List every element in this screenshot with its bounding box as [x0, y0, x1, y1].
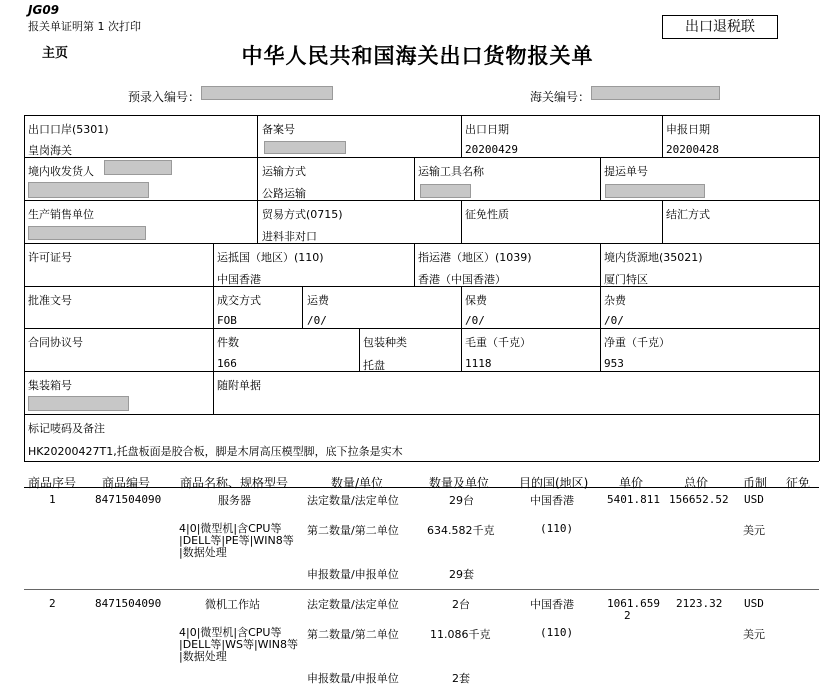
goods-header-seq: 商品序号 [28, 476, 77, 490]
freight-value: /0/ [307, 314, 327, 327]
goods-qty-label: 申报数量/申报单位 [307, 568, 399, 581]
container-redaction [28, 396, 129, 411]
goods-dest-code: (110) [540, 626, 574, 639]
goods-spec-line: |DELL等|PE等|WIN8等 [179, 534, 294, 547]
consignee-redaction-2 [28, 182, 149, 198]
goods-spec-line: 4|0|微型机|含CPU等 [179, 626, 282, 639]
goods-name: 服务器 [218, 494, 251, 507]
goods-total: 156652.52 [669, 493, 729, 506]
goods-seq: 1 [49, 493, 56, 506]
dest-port-value: 香港（中国香港） [418, 273, 506, 286]
origin-place-label: 境内货源地(35021) [604, 251, 703, 264]
declare-date-label: 申报日期 [666, 123, 710, 136]
approval-label: 批准文号 [28, 294, 72, 307]
record-no-label: 备案号 [262, 123, 295, 136]
goods-qty-value: 2套 [452, 672, 470, 685]
goods-dest: 中国香港 [530, 494, 574, 507]
pack-type-label: 包装种类 [363, 336, 407, 349]
origin-place-value: 厦门特区 [604, 273, 648, 286]
goods-qty-value: 2台 [452, 598, 470, 611]
print-note: 报关单证明第 1 次打印 [28, 20, 141, 33]
goods-qty-label: 法定数量/法定单位 [307, 598, 399, 611]
consignee-redaction-1 [104, 160, 172, 175]
dest-port-label: 指运港（地区）(1039) [418, 251, 532, 264]
preentry-redaction [201, 86, 333, 100]
settlement-label: 结汇方式 [666, 208, 710, 221]
export-port-label: 出口口岸(5301) [28, 123, 109, 136]
customs-no-label: 海关编号： [530, 90, 591, 104]
marks-value: HK20200427T1,托盘板面是胶合板，脚是木屑高压模型脚，底下拉条是实木 [28, 445, 403, 458]
bill-no-redaction [605, 184, 705, 198]
goods-code: 8471504090 [95, 493, 162, 506]
goods-total: 2123.32 [676, 597, 723, 610]
license-label: 许可证号 [28, 251, 72, 264]
home-link[interactable]: 主页 [42, 46, 69, 61]
goods-currency-name: 美元 [743, 628, 765, 641]
export-date-value: 20200429 [465, 143, 518, 156]
goods-header-qty-and-unit: 数量及单位 [429, 476, 490, 490]
producer-redaction [28, 226, 146, 240]
contract-label: 合同协议号 [28, 336, 83, 349]
container-label: 集装箱号 [28, 379, 72, 392]
goods-unit-price-cont: 2 [624, 609, 631, 622]
goods-header-unit-price: 单价 [619, 476, 644, 490]
goods-currency: USD [744, 493, 764, 506]
deal-mode-value: FOB [217, 314, 237, 327]
trade-mode-label: 贸易方式(0715) [262, 208, 343, 221]
goods-currency: USD [744, 597, 764, 610]
goods-header-code: 商品编号 [102, 476, 151, 490]
goods-seq: 2 [49, 597, 56, 610]
goods-qty-value: 29套 [449, 568, 474, 581]
gross-weight-label: 毛重（千克） [465, 336, 531, 349]
document-code: JG09 [28, 3, 60, 17]
marks-label: 标记唛码及备注 [28, 422, 105, 435]
goods-header-currency: 币制 [743, 476, 768, 490]
goods-spec-line: 4|0|微型机|含CPU等 [179, 522, 282, 535]
goods-qty-label: 第二数量/第二单位 [307, 628, 399, 641]
exemption-label: 征免性质 [465, 208, 509, 221]
goods-spec-line: |数据处理 [179, 650, 227, 663]
insurance-label: 保费 [465, 294, 487, 307]
goods-spec-line: |数据处理 [179, 546, 227, 559]
deal-mode-label: 成交方式 [217, 294, 261, 307]
goods-spec-line: |DELL等|WS等|WIN8等 [179, 638, 299, 651]
pack-type-value: 托盘 [363, 359, 385, 372]
goods-header-name: 商品名称、规格型号 [180, 476, 289, 490]
page-title: 中华人民共和国海关出口货物报关单 [241, 44, 594, 68]
freight-label: 运费 [307, 294, 329, 307]
export-date-label: 出口日期 [465, 123, 509, 136]
goods-qty-value: 634.582千克 [427, 524, 495, 537]
goods-unit-price: 1061.659 [607, 597, 660, 610]
attached-docs-label: 随附单据 [217, 379, 261, 392]
net-weight-value: 953 [604, 357, 624, 370]
record-no-redaction [264, 141, 346, 154]
dest-country-value: 中国香港 [217, 273, 261, 286]
vehicle-name-label: 运输工具名称 [418, 165, 484, 178]
packages-value: 166 [217, 357, 237, 370]
vehicle-name-redaction [420, 184, 471, 198]
packages-label: 件数 [217, 336, 239, 349]
goods-qty-label: 法定数量/法定单位 [307, 494, 399, 507]
misc-fee-label: 杂费 [604, 294, 626, 307]
goods-header-exemption: 征免 [786, 476, 811, 490]
goods-qty-value: 11.086千克 [430, 628, 491, 641]
goods-currency-name: 美元 [743, 524, 765, 537]
consignee-label: 境内收发货人 [28, 165, 94, 178]
goods-dest: 中国香港 [530, 598, 574, 611]
goods-header-dest: 目的国(地区) [519, 476, 589, 490]
insurance-value: /0/ [465, 314, 485, 327]
transport-mode-label: 运输方式 [262, 165, 306, 178]
goods-unit-price: 5401.811 [607, 493, 660, 506]
trade-mode-value: 进料非对口 [262, 230, 317, 243]
tax-refund-copy-badge: 出口退税联 [662, 15, 778, 39]
goods-code: 8471504090 [95, 597, 162, 610]
goods-qty-value: 29台 [449, 494, 474, 507]
goods-header-total: 总价 [684, 476, 709, 490]
preentry-label: 预录入编号： [128, 90, 201, 104]
declare-date-value: 20200428 [666, 143, 719, 156]
producer-label: 生产销售单位 [28, 208, 94, 221]
goods-qty-label: 申报数量/申报单位 [307, 672, 399, 685]
goods-header-qty-unit: 数量/单位 [331, 476, 384, 490]
goods-name: 微机工作站 [205, 598, 260, 611]
misc-fee-value: /0/ [604, 314, 624, 327]
goods-dest-code: (110) [540, 522, 574, 535]
bill-no-label: 提运单号 [604, 165, 648, 178]
export-port-value: 皇岗海关 [28, 144, 72, 157]
goods-qty-label: 第二数量/第二单位 [307, 524, 399, 537]
net-weight-label: 净重（千克） [604, 336, 670, 349]
dest-country-label: 运抵国（地区）(110) [217, 251, 324, 264]
customs-no-redaction [591, 86, 720, 100]
transport-mode-value: 公路运输 [262, 187, 306, 200]
gross-weight-value: 1118 [465, 357, 492, 370]
